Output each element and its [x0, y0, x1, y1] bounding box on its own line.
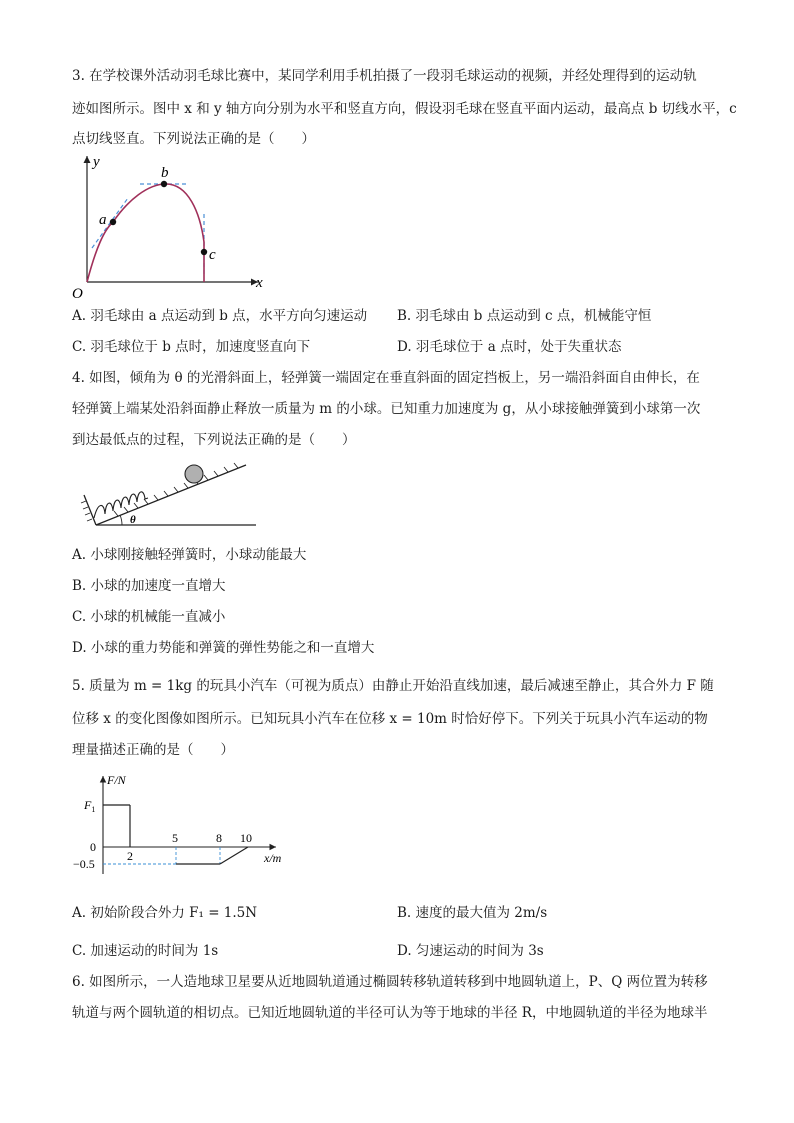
- q3-trajectory-curve: [87, 184, 204, 282]
- q4-line-3: 到达最低点的过程，下列说法正确的是（ ）: [72, 432, 356, 448]
- q3-label-y: y: [93, 154, 100, 170]
- q5-tick-2: 2: [127, 849, 133, 863]
- q3-option-a[interactable]: A. 羽毛球由 a 点运动到 b 点，水平方向匀速运动: [72, 308, 368, 324]
- q5-option-b[interactable]: B. 速度的最大值为 2m/s: [397, 905, 548, 921]
- q5-tick-f1: $F_1$: [84, 798, 96, 814]
- q3-label-a: a: [99, 212, 107, 228]
- q4-option-a[interactable]: A. 小球刚接触轻弹簧时，小球动能最大: [72, 547, 307, 563]
- q3-point-a: [110, 219, 116, 225]
- q5-tick-5: 5: [172, 831, 178, 845]
- q4-incline-surface: [96, 465, 246, 525]
- q5-option-a[interactable]: A. 初始阶段合外力 F₁ = 1.5N: [72, 905, 258, 921]
- q4-option-c[interactable]: C. 小球的机械能一直减小: [72, 609, 226, 625]
- q4-spring: [94, 492, 148, 518]
- q4-line-2: 轻弹簧上端某处沿斜面静止释放一质量为 m 的小球。已知重力加速度为 g，从小球接触弹簧到小球第一次: [72, 401, 701, 417]
- q5-line-2: 位移 x 的变化图像如图所示。已知玩具小汽车在位移 x = 10m 时恰好停下。下列关于玩具小汽车运动的物: [72, 711, 708, 727]
- q4-incline-figure: [78, 458, 263, 533]
- q3-line-3: 点切线竖直。下列说法正确的是（ ）: [72, 131, 315, 147]
- q5-force-chart: [70, 770, 290, 890]
- q4-theta-label: θ: [130, 514, 136, 526]
- q3-label-b: b: [161, 165, 169, 181]
- q3-point-c: [201, 249, 207, 255]
- q5-segment-ramp: [220, 847, 248, 864]
- q5-tick-zero: 0: [90, 840, 96, 854]
- q4-option-b[interactable]: B. 小球的加速度一直增大: [72, 578, 226, 594]
- q6-line-1: 6. 如图所示，一人造地球卫星要从近地圆轨道通过椭圆转移轨道转移到中地圆轨道上，P、Q 两位置为转移: [72, 974, 708, 990]
- q5-line-3: 理量描述正确的是（ ）: [72, 742, 234, 758]
- q5-tick-10: 10: [240, 831, 252, 845]
- q3-label-o: O: [72, 286, 83, 302]
- q3-option-c[interactable]: C. 羽毛球位于 b 点时，加速度竖直向下: [72, 339, 311, 355]
- q3-option-b[interactable]: B. 羽毛球由 b 点运动到 c 点，机械能守恒: [397, 308, 652, 324]
- q3-line-1: 3. 在学校课外活动羽毛球比赛中，某同学利用手机拍摄了一段羽毛球运动的视频，并经处理得到的运动轨: [72, 68, 697, 84]
- q5-ylabel: F/N: [107, 773, 126, 787]
- q3-trajectory-figure: [68, 152, 288, 302]
- q3-option-d[interactable]: D. 羽毛球位于 a 点时，处于失重状态: [397, 339, 622, 355]
- q5-xlabel: x/m: [264, 851, 282, 865]
- q5-tick-neg: −0.5: [73, 857, 95, 871]
- q6-line-2: 轨道与两个圆轨道的相切点。已知近地圆轨道的半径可认为等于地球的半径 R，中地圆轨道的半径为地球半: [72, 1005, 708, 1021]
- q3-line-2: 迹如图所示。图中 x 和 y 轴方向分别为水平和竖直方向，假设羽毛球在竖直平面内运动，最高点 b 切线水平，c: [72, 101, 737, 117]
- q5-line-1: 5. 质量为 m = 1kg 的玩具小汽车（可视为质点）由静止开始沿直线加速，最后减速至静止，其合外力 F 随: [72, 678, 714, 694]
- q4-incline-hatch: [114, 463, 238, 516]
- q4-line-1: 4. 如图，倾角为 θ 的光滑斜面上，轻弹簧一端固定在垂直斜面的固定挡板上，另一端沿斜面自由伸长，在: [72, 370, 700, 386]
- q3-label-c: c: [209, 247, 216, 263]
- q4-option-d[interactable]: D. 小球的重力势能和弹簧的弹性势能之和一直增大: [72, 640, 375, 656]
- q5-option-c[interactable]: C. 加速运动的时间为 1s: [72, 943, 219, 959]
- q5-tick-8: 8: [216, 831, 222, 845]
- q5-option-d[interactable]: D. 匀速运动的时间为 3s: [397, 943, 544, 959]
- q3-point-b: [161, 181, 167, 187]
- q3-label-x: x: [256, 275, 263, 291]
- q4-baffle: [84, 495, 96, 525]
- q4-angle-arc: [120, 515, 122, 525]
- q4-ball: [185, 465, 203, 483]
